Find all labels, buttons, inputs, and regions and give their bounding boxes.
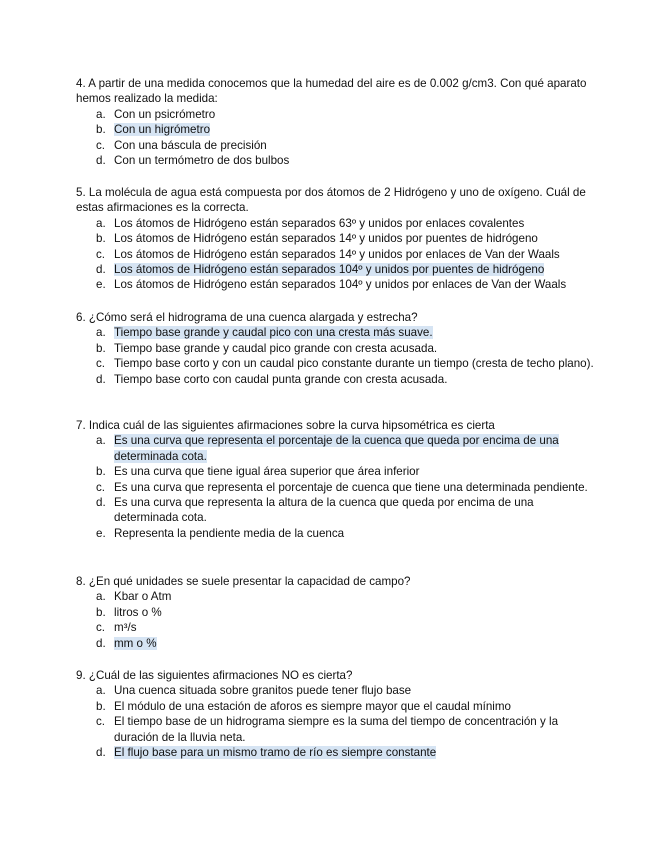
option-c bbox=[76, 138, 596, 153]
option-c bbox=[76, 356, 596, 371]
option-d bbox=[76, 636, 596, 651]
option-text-highlighted: Es una curva que representa el porcentaje de la cuenca que queda por encima de una determinada cota. bbox=[114, 434, 559, 463]
option-letter: a. bbox=[96, 216, 106, 230]
option-text: Kbar o Atm bbox=[114, 590, 172, 604]
option-b bbox=[76, 605, 596, 620]
options-list bbox=[76, 325, 596, 387]
option-letter: a. bbox=[96, 590, 106, 604]
option-letter: a. bbox=[96, 434, 106, 448]
option-letter: d. bbox=[96, 372, 106, 386]
option-b bbox=[76, 341, 596, 356]
option-text: Los átomos de Hidrógeno están separados 14º y unidos por puentes de hidrógeno bbox=[114, 232, 538, 246]
option-a bbox=[76, 216, 596, 231]
option-e bbox=[76, 277, 596, 292]
option-text: El tiempo base de un hidrograma siempre es la suma del tiempo de concentración y la duración de la lluvia neta. bbox=[114, 715, 559, 744]
option-letter: d. bbox=[96, 746, 106, 760]
option-text: Con una báscula de precisión bbox=[114, 138, 267, 152]
option-letter: e. bbox=[96, 526, 106, 540]
option-text: Es una curva que representa el porcentaje de cuenca que tiene una determinada pendiente. bbox=[114, 480, 588, 494]
option-letter: c. bbox=[96, 247, 106, 261]
question-4 bbox=[76, 76, 596, 168]
option-text: Los átomos de Hidrógeno están separados 104º y unidos por enlaces de Van der Waals bbox=[114, 278, 567, 292]
option-a bbox=[76, 589, 596, 604]
option-letter: d. bbox=[96, 263, 106, 277]
option-letter: c. bbox=[96, 715, 106, 729]
option-d bbox=[76, 262, 596, 277]
option-text: Tiempo base corto y con un caudal pico constante durante un tiempo (cresta de techo plano). bbox=[114, 357, 594, 371]
option-text: m³/s bbox=[114, 621, 137, 635]
option-letter: b. bbox=[96, 699, 106, 713]
question-text: 8. ¿En qué unidades se suele presentar la capacidad de campo? bbox=[76, 575, 411, 588]
option-text: Los átomos de Hidrógeno están separados 14º y unidos por enlaces de Van der Waals bbox=[114, 247, 560, 261]
options-list bbox=[76, 433, 596, 541]
option-letter: a. bbox=[96, 326, 106, 340]
option-a bbox=[76, 325, 596, 340]
option-letter: b. bbox=[96, 605, 106, 619]
option-text-highlighted: El flujo base para un mismo tramo de río es siempre constante bbox=[114, 746, 437, 760]
question-5 bbox=[76, 185, 596, 293]
option-d bbox=[76, 745, 596, 760]
option-text-highlighted: Con un higrómetro bbox=[114, 123, 211, 137]
option-d bbox=[76, 372, 596, 387]
options-list bbox=[76, 683, 596, 760]
option-letter: d. bbox=[96, 496, 106, 510]
question-8 bbox=[76, 574, 596, 651]
question-7 bbox=[76, 418, 596, 541]
option-b bbox=[76, 464, 596, 479]
option-text: Es una curva que tiene igual área superior que área inferior bbox=[114, 465, 420, 479]
option-text-highlighted: mm o % bbox=[114, 636, 157, 650]
option-text: Con un psicrómetro bbox=[114, 107, 216, 121]
option-a bbox=[76, 433, 596, 464]
option-letter: b. bbox=[96, 465, 106, 479]
question-text: 5. La molécula de agua está compuesta por dos átomos de 2 Hidrógeno y uno de oxígeno. Cuál de estas afirmaciones es la correcta. bbox=[76, 186, 586, 215]
option-letter: c. bbox=[96, 357, 106, 371]
options-list bbox=[76, 107, 596, 169]
option-letter: a. bbox=[96, 107, 106, 121]
question-text: 4. A partir de una medida conocemos que la humedad del aire es de 0.002 g/cm3. Con qué aparato hemos realizado la medida: bbox=[76, 77, 587, 106]
option-d bbox=[76, 495, 596, 526]
option-d bbox=[76, 153, 596, 168]
option-letter: b. bbox=[96, 341, 106, 355]
option-letter: b. bbox=[96, 232, 106, 246]
option-letter: d. bbox=[96, 636, 106, 650]
option-a bbox=[76, 683, 596, 698]
option-c bbox=[76, 247, 596, 262]
option-text-highlighted: Los átomos de Hidrógeno están separados 104º y unidos por puentes de hidrógeno bbox=[114, 263, 545, 277]
option-text: Con un termómetro de dos bulbos bbox=[114, 154, 290, 168]
option-letter: d. bbox=[96, 154, 106, 168]
option-b bbox=[76, 122, 596, 137]
question-text: 6. ¿Cómo será el hidrograma de una cuenca alargada y estrecha? bbox=[76, 311, 418, 324]
option-letter: a. bbox=[96, 684, 106, 698]
option-text: litros o % bbox=[114, 605, 162, 619]
option-letter: b. bbox=[96, 123, 106, 137]
option-a bbox=[76, 107, 596, 122]
option-b bbox=[76, 231, 596, 246]
option-text: Tiempo base grande y caudal pico grande con cresta acusada. bbox=[114, 341, 438, 355]
option-letter: c. bbox=[96, 138, 106, 152]
option-letter: c. bbox=[96, 621, 106, 635]
option-text: El módulo de una estación de aforos es siempre mayor que el caudal mínimo bbox=[114, 699, 511, 713]
option-letter: e. bbox=[96, 278, 106, 292]
option-e bbox=[76, 526, 596, 541]
option-text: Una cuenca situada sobre granitos puede tener flujo base bbox=[114, 684, 412, 698]
option-text: Es una curva que representa la altura de la cuenca que queda por encima de una determinada cota. bbox=[114, 496, 534, 525]
option-text: Los átomos de Hidrógeno están separados 63º y unidos por enlaces covalentes bbox=[114, 216, 525, 230]
option-text-highlighted: Tiempo base grande y caudal pico con una cresta más suave. bbox=[114, 326, 433, 340]
question-6 bbox=[76, 310, 596, 387]
option-text: Tiempo base corto con caudal punta grande con cresta acusada. bbox=[114, 372, 448, 386]
option-c bbox=[76, 620, 596, 635]
option-b bbox=[76, 699, 596, 714]
question-text: 9. ¿Cuál de las siguientes afirmaciones NO es cierta? bbox=[76, 669, 353, 682]
question-text: 7. Indica cuál de las siguientes afirmaciones sobre la curva hipsométrica es cierta bbox=[76, 419, 495, 432]
options-list bbox=[76, 589, 596, 651]
option-letter: c. bbox=[96, 480, 106, 494]
question-9 bbox=[76, 668, 596, 760]
option-c bbox=[76, 714, 596, 745]
option-c bbox=[76, 480, 596, 495]
option-text: Representa la pendiente media de la cuenca bbox=[114, 526, 345, 540]
options-list bbox=[76, 216, 596, 293]
